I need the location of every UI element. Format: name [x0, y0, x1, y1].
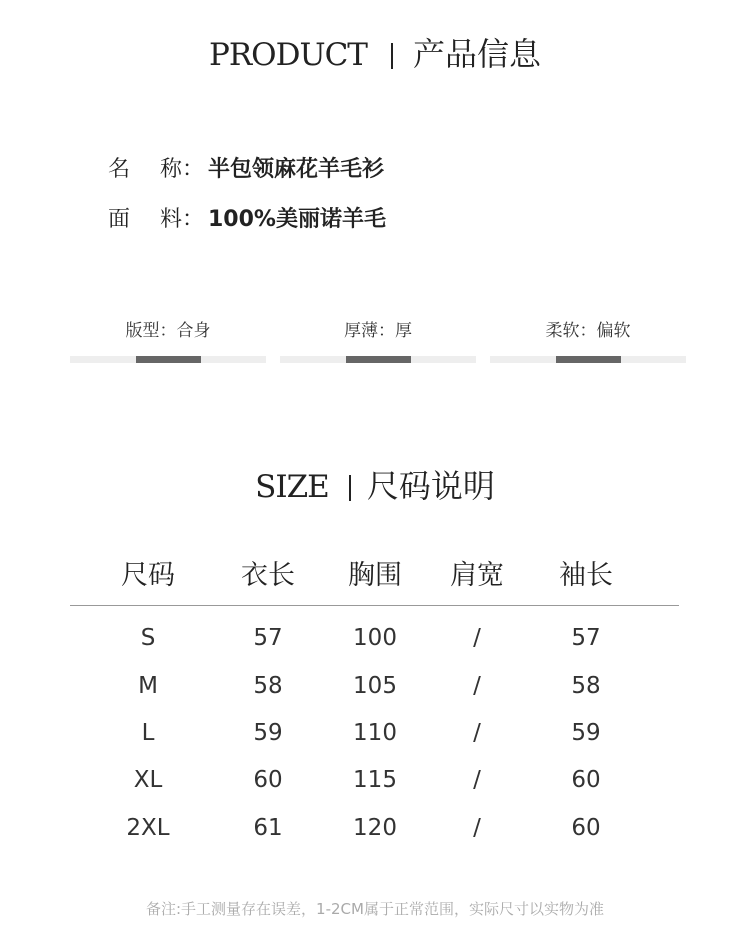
cell-sleeve: 58 — [571, 673, 601, 699]
info-label — [108, 156, 208, 184]
attribute-softness — [490, 318, 686, 368]
header-chest: 胸围 — [348, 560, 402, 591]
info-row-fabric — [108, 206, 386, 234]
size-title-zh: 尺码说明 — [366, 467, 495, 505]
size-title-en: SIZE — [255, 469, 329, 505]
cell-shoulder: / — [473, 815, 481, 841]
header-sleeve: 袖长 — [559, 560, 613, 591]
attribute-track — [70, 356, 266, 363]
info-label — [108, 206, 208, 234]
info-label-char: 料： — [160, 207, 205, 232]
cell-length: 58 — [253, 673, 283, 699]
table-row — [0, 713, 750, 753]
cell-size: L — [141, 720, 155, 746]
attribute-thickness — [280, 318, 476, 368]
cell-size: M — [138, 673, 158, 699]
info-value-name: 半包领麻花羊毛衫 — [208, 157, 385, 182]
cell-length: 59 — [253, 720, 283, 746]
attribute-indicator — [136, 356, 201, 363]
size-section-title — [0, 466, 750, 507]
table-row — [0, 666, 750, 706]
cell-chest: 115 — [353, 767, 397, 793]
cell-length: 61 — [253, 815, 283, 841]
cell-chest: 100 — [353, 625, 397, 651]
cell-sleeve: 57 — [571, 625, 601, 651]
attribute-track — [490, 356, 686, 363]
info-value-fabric: 100%美丽诺羊毛 — [208, 207, 386, 232]
info-row-name — [108, 156, 384, 184]
table-row — [0, 808, 750, 848]
cell-size: S — [140, 625, 156, 651]
attribute-label: 版型：合身 — [125, 321, 211, 341]
cell-shoulder: / — [473, 625, 481, 651]
table-row — [0, 760, 750, 800]
header-shoulder: 肩宽 — [450, 560, 504, 591]
product-section-title — [0, 34, 750, 75]
table-divider — [70, 605, 679, 606]
cell-chest: 120 — [353, 815, 397, 841]
info-label-char: 面 — [108, 207, 131, 232]
title-divider — [349, 475, 351, 501]
cell-sleeve: 60 — [571, 767, 601, 793]
cell-sleeve: 60 — [571, 815, 601, 841]
attribute-fit — [70, 318, 266, 368]
title-divider — [391, 43, 393, 69]
cell-shoulder: / — [473, 720, 481, 746]
header-size: 尺码 — [121, 560, 175, 591]
footnote: 备注:手工测量存在误差，1-2CM属于正常范围，实际尺寸以实物为准 — [146, 900, 604, 918]
info-label-char: 称： — [160, 157, 205, 182]
cell-shoulder: / — [473, 673, 481, 699]
attribute-label: 厚薄：厚 — [344, 321, 412, 341]
product-title-en: PRODUCT — [208, 37, 367, 73]
cell-length: 60 — [253, 767, 283, 793]
info-label-char: 名 — [108, 157, 131, 182]
cell-chest: 105 — [353, 673, 397, 699]
attribute-track — [280, 356, 476, 363]
cell-sleeve: 59 — [571, 720, 601, 746]
product-title-zh: 产品信息 — [412, 35, 541, 73]
cell-shoulder: / — [473, 767, 481, 793]
attribute-indicator — [556, 356, 621, 363]
header-length: 衣长 — [241, 560, 295, 591]
attribute-indicator — [346, 356, 411, 363]
table-row — [0, 618, 750, 658]
cell-chest: 110 — [353, 720, 397, 746]
size-table-header — [0, 557, 750, 597]
cell-size: XL — [133, 767, 163, 793]
cell-length: 57 — [253, 625, 283, 651]
attribute-label: 柔软：偏软 — [545, 321, 631, 341]
cell-size: 2XL — [126, 815, 170, 841]
